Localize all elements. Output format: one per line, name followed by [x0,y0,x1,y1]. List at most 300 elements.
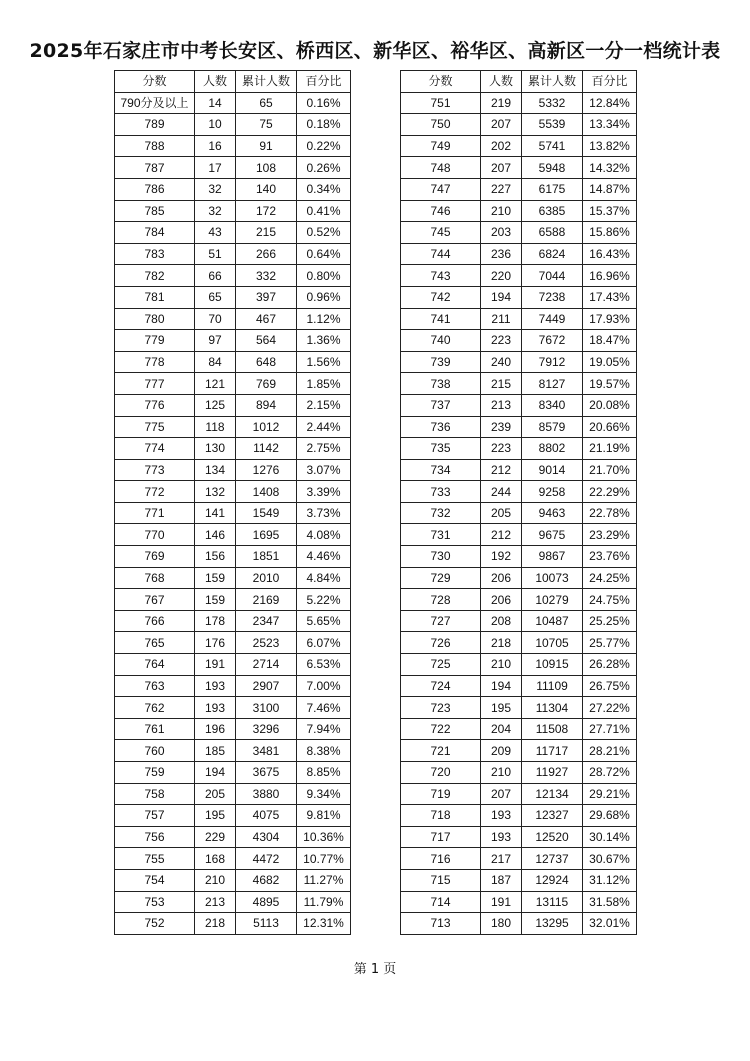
cell-count: 206 [481,567,522,589]
cell-cumulative: 4682 [236,869,297,891]
cell-score: 759 [115,762,195,784]
score-table-left [114,70,351,935]
cell-percent: 31.12% [583,869,637,891]
cell-percent: 5.22% [297,589,351,611]
cell-count: 66 [195,265,236,287]
cell-cumulative: 1549 [236,502,297,524]
cell-cumulative: 2010 [236,567,297,589]
cell-percent: 8.85% [297,762,351,784]
table-row [115,92,351,114]
cell-count: 118 [195,416,236,438]
cell-cumulative: 397 [236,286,297,308]
cell-percent: 16.43% [583,243,637,265]
cell-count: 213 [195,891,236,913]
cell-score: 778 [115,351,195,373]
table-row [115,783,351,805]
cell-count: 218 [481,632,522,654]
cell-cumulative: 215 [236,222,297,244]
cell-cumulative: 769 [236,373,297,395]
cell-count: 132 [195,481,236,503]
cell-score: 744 [401,243,481,265]
cell-score: 727 [401,610,481,632]
cell-count: 194 [481,675,522,697]
table-row [401,373,637,395]
table-row [401,416,637,438]
cell-percent: 0.34% [297,178,351,200]
cell-cumulative: 2714 [236,654,297,676]
table-row [401,330,637,352]
table-header-row [401,71,637,93]
cell-percent: 3.39% [297,481,351,503]
cell-cumulative: 8340 [522,394,583,416]
table-row [115,243,351,265]
cell-count: 193 [195,697,236,719]
cell-score: 771 [115,502,195,524]
cell-score: 775 [115,416,195,438]
cell-count: 134 [195,459,236,481]
cell-percent: 13.82% [583,135,637,157]
cell-score: 774 [115,438,195,460]
cell-count: 218 [195,913,236,935]
cell-percent: 27.22% [583,697,637,719]
cell-score: 739 [401,351,481,373]
cell-cumulative: 1408 [236,481,297,503]
cell-percent: 25.77% [583,632,637,654]
cell-score: 740 [401,330,481,352]
cell-cumulative: 5332 [522,92,583,114]
cell-count: 205 [195,783,236,805]
cell-cumulative: 6175 [522,178,583,200]
cell-count: 204 [481,718,522,740]
cell-percent: 25.25% [583,610,637,632]
cell-percent: 21.19% [583,438,637,460]
table-row [401,589,637,611]
cell-count: 187 [481,869,522,891]
cell-score: 733 [401,481,481,503]
cell-cumulative: 5113 [236,913,297,935]
cell-cumulative: 9867 [522,546,583,568]
header-count: 人数 [481,71,522,93]
cell-count: 239 [481,416,522,438]
cell-percent: 0.22% [297,135,351,157]
cell-score: 761 [115,718,195,740]
cell-count: 210 [481,654,522,676]
cell-score: 755 [115,848,195,870]
cell-count: 97 [195,330,236,352]
cell-percent: 4.84% [297,567,351,589]
cell-score: 730 [401,546,481,568]
cell-cumulative: 12924 [522,869,583,891]
cell-cumulative: 4895 [236,891,297,913]
cell-percent: 24.25% [583,567,637,589]
table-body-right [401,92,637,934]
cell-count: 178 [195,610,236,632]
header-cumulative: 累计人数 [522,71,583,93]
cell-cumulative: 5948 [522,157,583,179]
cell-count: 14 [195,92,236,114]
header-percent: 百分比 [297,71,351,93]
cell-score: 768 [115,567,195,589]
cell-cumulative: 9014 [522,459,583,481]
cell-cumulative: 6385 [522,200,583,222]
cell-score: 751 [401,92,481,114]
cell-count: 84 [195,351,236,373]
table-row [401,157,637,179]
cell-cumulative: 7449 [522,308,583,330]
cell-score: 786 [115,178,195,200]
cell-percent: 17.93% [583,308,637,330]
cell-percent: 6.53% [297,654,351,676]
table-row [115,848,351,870]
cell-score: 752 [115,913,195,935]
cell-score: 781 [115,286,195,308]
cell-percent: 31.58% [583,891,637,913]
cell-score: 720 [401,762,481,784]
cell-percent: 20.08% [583,394,637,416]
cell-percent: 0.64% [297,243,351,265]
cell-percent: 29.21% [583,783,637,805]
cell-cumulative: 8127 [522,373,583,395]
cell-cumulative: 10279 [522,589,583,611]
cell-count: 210 [481,762,522,784]
cell-percent: 4.08% [297,524,351,546]
cell-count: 17 [195,157,236,179]
table-body-left [115,92,351,934]
cell-score: 784 [115,222,195,244]
table-row [115,697,351,719]
cell-percent: 21.70% [583,459,637,481]
cell-count: 194 [481,286,522,308]
cell-percent: 14.87% [583,178,637,200]
cell-count: 65 [195,286,236,308]
cell-percent: 6.07% [297,632,351,654]
cell-score: 772 [115,481,195,503]
cell-score: 742 [401,286,481,308]
cell-percent: 0.18% [297,114,351,136]
cell-count: 195 [195,805,236,827]
cell-percent: 24.75% [583,589,637,611]
cell-count: 32 [195,200,236,222]
cell-count: 191 [195,654,236,676]
cell-score: 716 [401,848,481,870]
cell-count: 194 [195,762,236,784]
table-row [401,632,637,654]
cell-count: 16 [195,135,236,157]
cell-count: 70 [195,308,236,330]
cell-cumulative: 11109 [522,675,583,697]
cell-percent: 14.32% [583,157,637,179]
table-row [115,265,351,287]
cell-cumulative: 4304 [236,826,297,848]
cell-percent: 22.78% [583,502,637,524]
cell-cumulative: 10073 [522,567,583,589]
cell-percent: 29.68% [583,805,637,827]
cell-cumulative: 11927 [522,762,583,784]
table-row [401,826,637,848]
cell-score: 785 [115,200,195,222]
table-row [115,394,351,416]
cell-percent: 22.29% [583,481,637,503]
cell-score: 758 [115,783,195,805]
cell-count: 236 [481,243,522,265]
cell-cumulative: 7672 [522,330,583,352]
cell-score: 779 [115,330,195,352]
cell-cumulative: 12737 [522,848,583,870]
cell-score: 737 [401,394,481,416]
table-row [115,740,351,762]
cell-percent: 28.21% [583,740,637,762]
cell-cumulative: 3481 [236,740,297,762]
cell-score: 745 [401,222,481,244]
cell-count: 196 [195,718,236,740]
cell-count: 207 [481,157,522,179]
cell-cumulative: 13295 [522,913,583,935]
cell-score: 732 [401,502,481,524]
cell-cumulative: 3675 [236,762,297,784]
cell-score: 736 [401,416,481,438]
cell-score: 750 [401,114,481,136]
table-row [401,502,637,524]
cell-percent: 23.29% [583,524,637,546]
cell-percent: 0.26% [297,157,351,179]
table-row [115,805,351,827]
table-row [401,459,637,481]
cell-cumulative: 9463 [522,502,583,524]
cell-cumulative: 5539 [522,114,583,136]
cell-cumulative: 108 [236,157,297,179]
cell-percent: 7.46% [297,697,351,719]
cell-cumulative: 564 [236,330,297,352]
cell-count: 207 [481,783,522,805]
cell-cumulative: 3296 [236,718,297,740]
cell-cumulative: 266 [236,243,297,265]
cell-percent: 10.77% [297,848,351,870]
cell-cumulative: 3880 [236,783,297,805]
cell-score: 760 [115,740,195,762]
cell-percent: 0.80% [297,265,351,287]
cell-cumulative: 1276 [236,459,297,481]
cell-cumulative: 4075 [236,805,297,827]
cell-count: 223 [481,438,522,460]
cell-percent: 26.28% [583,654,637,676]
cell-count: 159 [195,589,236,611]
cell-count: 130 [195,438,236,460]
cell-percent: 2.75% [297,438,351,460]
table-row [401,675,637,697]
header-count: 人数 [195,71,236,93]
cell-score: 780 [115,308,195,330]
table-row [115,157,351,179]
cell-cumulative: 140 [236,178,297,200]
page-title: 2025年石家庄市中考长安区、桥西区、新华区、裕华区、高新区一分一档统计表 [29,40,721,62]
cell-percent: 4.46% [297,546,351,568]
cell-percent: 19.57% [583,373,637,395]
cell-count: 205 [481,502,522,524]
cell-cumulative: 8802 [522,438,583,460]
cell-cumulative: 6588 [522,222,583,244]
cell-score: 767 [115,589,195,611]
cell-count: 227 [481,178,522,200]
table-row [401,243,637,265]
cell-count: 244 [481,481,522,503]
cell-cumulative: 10915 [522,654,583,676]
cell-count: 32 [195,178,236,200]
cell-cumulative: 7044 [522,265,583,287]
table-row [115,675,351,697]
cell-cumulative: 75 [236,114,297,136]
cell-score: 776 [115,394,195,416]
table-row [401,869,637,891]
cell-score: 765 [115,632,195,654]
cell-percent: 12.84% [583,92,637,114]
header-percent: 百分比 [583,71,637,93]
cell-cumulative: 11717 [522,740,583,762]
cell-percent: 3.73% [297,502,351,524]
cell-score: 726 [401,632,481,654]
cell-percent: 1.36% [297,330,351,352]
cell-score: 713 [401,913,481,935]
cell-percent: 1.56% [297,351,351,373]
cell-count: 210 [195,869,236,891]
cell-percent: 5.65% [297,610,351,632]
cell-score: 738 [401,373,481,395]
table-row [115,373,351,395]
cell-cumulative: 4472 [236,848,297,870]
table-row [115,913,351,935]
cell-percent: 23.76% [583,546,637,568]
cell-count: 193 [195,675,236,697]
table-row [115,718,351,740]
table-row [115,524,351,546]
table-row [401,265,637,287]
table-row [115,869,351,891]
cell-score: 789 [115,114,195,136]
cell-score: 734 [401,459,481,481]
cell-cumulative: 894 [236,394,297,416]
cell-score: 770 [115,524,195,546]
cell-count: 220 [481,265,522,287]
table-row [401,394,637,416]
table-row [401,697,637,719]
table-row [115,654,351,676]
cell-count: 125 [195,394,236,416]
cell-percent: 26.75% [583,675,637,697]
table-row [115,891,351,913]
cell-count: 159 [195,567,236,589]
table-row [401,178,637,200]
table-row [401,805,637,827]
cell-score: 747 [401,178,481,200]
table-header-row [115,71,351,93]
cell-percent: 28.72% [583,762,637,784]
table-row [401,92,637,114]
cell-count: 10 [195,114,236,136]
cell-count: 223 [481,330,522,352]
cell-count: 212 [481,524,522,546]
table-row [401,610,637,632]
cell-percent: 15.37% [583,200,637,222]
cell-count: 219 [481,92,522,114]
cell-score: 763 [115,675,195,697]
cell-cumulative: 2907 [236,675,297,697]
table-row [115,502,351,524]
cell-count: 192 [481,546,522,568]
cell-cumulative: 6824 [522,243,583,265]
cell-count: 207 [481,114,522,136]
table-row [115,632,351,654]
cell-cumulative: 1142 [236,438,297,460]
cell-score: 782 [115,265,195,287]
cell-cumulative: 10705 [522,632,583,654]
cell-percent: 30.67% [583,848,637,870]
cell-score: 724 [401,675,481,697]
cell-score: 777 [115,373,195,395]
header-score: 分数 [115,71,195,93]
cell-percent: 0.96% [297,286,351,308]
table-row [401,222,637,244]
table-row [401,740,637,762]
cell-score: 731 [401,524,481,546]
cell-percent: 32.01% [583,913,637,935]
table-row [115,567,351,589]
cell-percent: 15.86% [583,222,637,244]
cell-score: 754 [115,869,195,891]
cell-score: 773 [115,459,195,481]
cell-score: 717 [401,826,481,848]
table-row [401,654,637,676]
cell-percent: 10.36% [297,826,351,848]
cell-count: 176 [195,632,236,654]
cell-count: 121 [195,373,236,395]
cell-cumulative: 13115 [522,891,583,913]
cell-score: 764 [115,654,195,676]
table-row [115,610,351,632]
cell-score: 722 [401,718,481,740]
cell-count: 210 [481,200,522,222]
cell-score: 748 [401,157,481,179]
cell-score: 725 [401,654,481,676]
cell-score: 729 [401,567,481,589]
cell-cumulative: 10487 [522,610,583,632]
table-row [115,459,351,481]
table-row [401,546,637,568]
table-row [401,114,637,136]
cell-count: 215 [481,373,522,395]
cell-score: 743 [401,265,481,287]
cell-score: 728 [401,589,481,611]
cell-count: 146 [195,524,236,546]
table-row [401,762,637,784]
table-row [115,438,351,460]
cell-cumulative: 2347 [236,610,297,632]
cell-cumulative: 9675 [522,524,583,546]
table-row [115,286,351,308]
cell-percent: 2.44% [297,416,351,438]
cell-count: 193 [481,826,522,848]
cell-cumulative: 91 [236,135,297,157]
cell-count: 156 [195,546,236,568]
table-row [115,826,351,848]
table-row [115,351,351,373]
cell-count: 193 [481,805,522,827]
table-row [401,913,637,935]
cell-percent: 2.15% [297,394,351,416]
cell-percent: 8.38% [297,740,351,762]
cell-percent: 9.34% [297,783,351,805]
cell-count: 240 [481,351,522,373]
table-row [401,308,637,330]
table-row [401,286,637,308]
